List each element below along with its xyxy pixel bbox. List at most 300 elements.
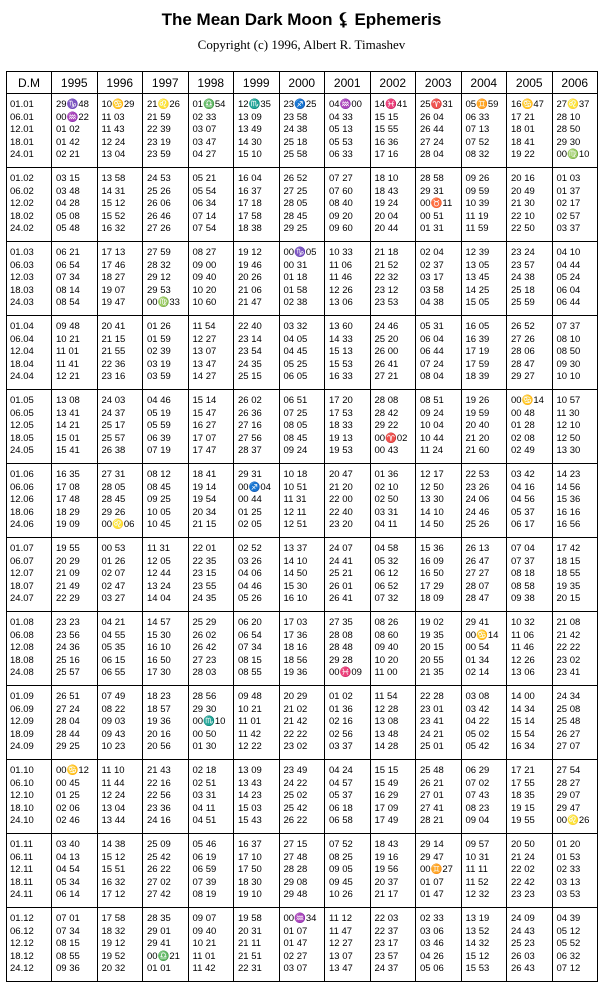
position-value: 14 21 (56, 420, 80, 432)
position-value: 18 33 (329, 420, 353, 432)
position-cell (143, 538, 189, 612)
position-value: 27 21 (374, 371, 399, 383)
position-cell (507, 316, 553, 390)
position-value: 06 14 (56, 889, 80, 901)
position-value: 13 19 (465, 913, 490, 925)
position-value: 00♌26 (556, 815, 590, 827)
position-value: 04 45 (283, 346, 308, 358)
month-row (7, 686, 598, 760)
position-value: 19 56 (374, 864, 399, 876)
position-value: 22 56 (147, 790, 171, 802)
position-value: 25 58 (283, 149, 308, 161)
position-value: 10 21 (238, 703, 262, 715)
position-value: 10 05 (147, 506, 171, 518)
month-row (7, 168, 598, 242)
position-cell (325, 168, 371, 242)
year-header: 1995 (52, 72, 98, 94)
position-value: 15 52 (101, 210, 126, 222)
position-value: 10 32 (511, 617, 535, 629)
position-value: 12 28 (374, 703, 399, 715)
position-value: 14 00 (511, 691, 535, 703)
position-value: 18 39 (465, 371, 490, 383)
position-value: 13 08 (56, 395, 80, 407)
position-value: 00♓09 (329, 667, 362, 679)
position-cell (97, 908, 143, 982)
position-value: 25 01 (420, 741, 444, 753)
position-value: 26 36 (238, 407, 262, 419)
position-value: 28 05 (101, 481, 126, 493)
position-cell (461, 834, 507, 908)
position-value: 21 15 (192, 519, 217, 531)
position-cell (325, 390, 371, 464)
position-value: 16 34 (511, 741, 535, 753)
position-value: 02 39 (147, 346, 171, 358)
year-header: 2004 (461, 72, 507, 94)
position-value: 16 32 (101, 876, 126, 888)
position-value: 00♎21 (147, 950, 180, 962)
position-value: 08 58 (511, 580, 535, 592)
position-value: 25 02 (283, 790, 308, 802)
position-value: 09 38 (511, 593, 535, 605)
position-value: 28 08 (374, 395, 399, 407)
position-value: 17 55 (511, 777, 535, 789)
position-value: 12 10 (556, 420, 581, 432)
position-cell (52, 94, 98, 168)
position-value: 10 57 (556, 395, 581, 407)
position-value: 21 18 (374, 247, 399, 259)
position-value: 01 01 (147, 963, 171, 975)
position-value: 19 02 (420, 617, 444, 629)
position-value: 18 16 (283, 642, 308, 654)
position-cell (234, 612, 280, 686)
position-cell (370, 538, 416, 612)
position-value: 05♊59 (465, 99, 499, 111)
position-value: 28 35 (147, 913, 171, 925)
position-value: 27 24 (420, 136, 444, 148)
position-value: 14 23 (556, 469, 581, 481)
position-value: 18 23 (147, 691, 171, 703)
position-cell (325, 612, 371, 686)
position-value: 26 27 (556, 728, 581, 740)
position-value: 21 20 (465, 432, 490, 444)
position-value: 07 19 (147, 445, 171, 457)
header-row (7, 72, 598, 94)
position-value: 29 47 (556, 802, 581, 814)
month-row (7, 612, 598, 686)
position-value: 14 23 (238, 790, 262, 802)
position-value: 19 59 (465, 407, 490, 419)
position-value: 01 25 (238, 506, 262, 518)
position-value: 13 58 (101, 173, 126, 185)
position-value: 02 38 (283, 297, 308, 309)
position-value: 22 39 (147, 124, 171, 136)
position-cell (461, 538, 507, 612)
position-value: 20 32 (101, 963, 126, 975)
position-value: 21 47 (238, 297, 262, 309)
position-value: 25 16 (56, 654, 80, 666)
position-value: 04 24 (329, 765, 353, 777)
position-value: 02 52 (238, 543, 262, 555)
position-value: 02 33 (556, 864, 581, 876)
position-value: 25 15 (238, 371, 262, 383)
position-value: 16 50 (420, 568, 444, 580)
position-value: 07 34 (56, 272, 80, 284)
position-cell (325, 686, 371, 760)
position-value: 12 39 (465, 247, 490, 259)
position-value: 09 04 (465, 815, 490, 827)
position-value: 25 29 (192, 617, 217, 629)
position-value: 23 12 (374, 284, 399, 296)
position-value: 01 02 (329, 691, 353, 703)
position-value: 06 58 (329, 815, 353, 827)
position-value: 26 38 (101, 445, 126, 457)
date-value: 18.12 (10, 950, 34, 962)
position-value: 06 29 (465, 765, 490, 777)
year-header: 2001 (325, 72, 371, 94)
position-value: 07 39 (192, 876, 217, 888)
position-value: 11 59 (465, 223, 489, 235)
position-value: 19 07 (101, 284, 126, 296)
position-value: 06 04 (420, 333, 444, 345)
position-value: 00♏10 (192, 716, 226, 728)
position-value: 09 40 (374, 642, 399, 654)
position-value: 02 33 (192, 111, 217, 123)
position-value: 26 52 (283, 173, 308, 185)
position-value: 24 38 (511, 272, 535, 284)
position-cell (370, 316, 416, 390)
position-value: 18 29 (56, 506, 80, 518)
position-value: 26 13 (465, 543, 490, 555)
position-value: 00♈02 (374, 432, 408, 444)
position-value: 15 30 (147, 629, 171, 641)
position-value: 02 49 (511, 445, 535, 457)
position-value: 29 31 (238, 469, 262, 481)
position-cell (188, 464, 234, 538)
position-value: 09 30 (556, 358, 581, 370)
position-value: 12 24 (101, 136, 126, 148)
position-value: 10 45 (147, 519, 171, 531)
position-value: 23 20 (329, 519, 353, 531)
position-value: 22 40 (329, 506, 353, 518)
position-value: 07 32 (374, 593, 399, 605)
position-value: 20 40 (465, 420, 490, 432)
position-value: 25 57 (101, 432, 126, 444)
date-value: 01.10 (10, 765, 34, 777)
position-value: 26 43 (511, 963, 535, 975)
position-cell (234, 834, 280, 908)
position-cell (234, 242, 280, 316)
position-value: 10 10 (556, 371, 581, 383)
position-value: 26 00 (374, 346, 399, 358)
position-value: 16 37 (238, 839, 262, 851)
position-cell (552, 390, 598, 464)
position-value: 11 01 (192, 950, 216, 962)
position-value: 10 60 (192, 297, 217, 309)
position-value: 01 26 (101, 555, 126, 567)
position-value: 13 07 (192, 346, 217, 358)
position-value: 27 15 (283, 839, 308, 851)
position-value: 29 47 (420, 851, 444, 863)
position-value: 11 44 (101, 777, 125, 789)
position-cell (370, 612, 416, 686)
date-value: 06.04 (10, 333, 34, 345)
position-value: 02 21 (56, 149, 80, 161)
position-value: 17 21 (511, 111, 535, 123)
position-value: 09 00 (192, 259, 217, 271)
position-value: 23 57 (374, 950, 399, 962)
date-value: 12.07 (10, 568, 34, 580)
month-row (7, 94, 598, 168)
position-cell (52, 390, 98, 464)
position-value: 29 01 (147, 925, 171, 937)
date-value: 18.01 (10, 136, 34, 148)
position-value: 03 37 (556, 223, 581, 235)
position-cell (416, 242, 462, 316)
position-value: 29 41 (147, 938, 171, 950)
date-value: 24.12 (10, 963, 34, 975)
date-value: 12.09 (10, 716, 34, 728)
position-value: 22 29 (56, 593, 80, 605)
position-cell (52, 686, 98, 760)
date-value: 12.10 (10, 790, 34, 802)
position-value: 19 46 (238, 259, 262, 271)
position-value: 04 54 (56, 864, 80, 876)
position-value: 07 14 (192, 210, 217, 222)
position-value: 25 59 (511, 297, 535, 309)
year-header: 2002 (370, 72, 416, 94)
date-value: 01.01 (10, 99, 34, 111)
position-value: 22 16 (147, 777, 171, 789)
date-value: 12.12 (10, 938, 34, 950)
position-value: 06 04 (556, 284, 581, 296)
position-value: 14 10 (420, 506, 444, 518)
position-cell (143, 464, 189, 538)
position-value: 07 60 (329, 185, 353, 197)
position-cell (97, 538, 143, 612)
position-value: 25 57 (56, 667, 80, 679)
position-value: 28 07 (465, 580, 490, 592)
position-value: 07 49 (101, 691, 126, 703)
position-cell (325, 242, 371, 316)
position-value: 17 19 (465, 346, 490, 358)
position-value: 06 44 (420, 346, 444, 358)
position-value: 01 53 (556, 851, 581, 863)
position-value: 28 03 (192, 667, 217, 679)
position-value: 04 55 (101, 629, 126, 641)
date-value: 06.12 (10, 925, 34, 937)
position-cell (416, 908, 462, 982)
position-value: 25 08 (556, 703, 581, 715)
position-value: 09 05 (329, 864, 353, 876)
position-value: 08 50 (556, 346, 581, 358)
position-value: 26 41 (374, 358, 399, 370)
position-value: 29 30 (556, 136, 581, 148)
position-value: 20 56 (147, 741, 171, 753)
position-value: 15 14 (192, 395, 217, 407)
position-value: 11 46 (511, 642, 535, 654)
position-value: 02 17 (556, 198, 581, 210)
date-value: 12.04 (10, 346, 34, 358)
position-cell (416, 390, 462, 464)
position-value: 25 26 (465, 519, 490, 531)
position-value: 00 51 (420, 210, 444, 222)
position-value: 13 07 (329, 950, 353, 962)
position-value: 15 53 (465, 963, 490, 975)
position-value: 18 32 (101, 925, 126, 937)
position-value: 08 27 (192, 247, 217, 259)
position-value: 22 01 (192, 543, 217, 555)
position-cell (370, 834, 416, 908)
position-cell (52, 242, 98, 316)
position-value: 28 42 (374, 407, 399, 419)
position-value: 04 56 (511, 494, 535, 506)
position-cell (461, 94, 507, 168)
position-cell (234, 908, 280, 982)
position-value: 08 23 (465, 802, 490, 814)
position-value: 07 13 (465, 124, 490, 136)
position-value: 11 52 (465, 876, 489, 888)
position-value: 07 02 (465, 777, 490, 789)
position-value: 26 52 (511, 321, 535, 333)
position-cell (97, 242, 143, 316)
position-value: 29 41 (465, 617, 490, 629)
position-value: 18 43 (374, 185, 399, 197)
position-value: 04 28 (56, 198, 80, 210)
position-value: 01 34 (465, 654, 490, 666)
position-value: 09 40 (192, 272, 217, 284)
position-value: 21 09 (56, 568, 80, 580)
position-value: 08 05 (283, 420, 308, 432)
position-value: 02 50 (374, 494, 399, 506)
position-value: 23 16 (101, 371, 126, 383)
position-value: 12 05 (147, 555, 171, 567)
position-value: 13 48 (374, 728, 399, 740)
position-value: 27 41 (420, 802, 444, 814)
position-value: 00♍10 (556, 149, 590, 161)
date-value: 24.03 (10, 297, 34, 309)
date-value: 06.09 (10, 703, 34, 715)
position-cell (97, 760, 143, 834)
position-value: 18 30 (238, 876, 262, 888)
position-value: 03 31 (374, 506, 399, 518)
position-value: 24 22 (283, 777, 308, 789)
position-cell (188, 316, 234, 390)
position-value: 02 10 (374, 481, 399, 493)
position-cell (188, 168, 234, 242)
position-cell (234, 390, 280, 464)
position-value: 27 48 (283, 851, 308, 863)
position-value: 02 18 (192, 765, 217, 777)
position-cell (97, 464, 143, 538)
position-cell (143, 908, 189, 982)
position-value: 25 18 (511, 284, 535, 296)
date-value: 24.01 (10, 149, 34, 161)
position-value: 13 49 (238, 124, 262, 136)
position-cell (416, 168, 462, 242)
position-value: 18 43 (374, 839, 399, 851)
position-value: 05 21 (192, 173, 217, 185)
position-value: 00♊27 (420, 864, 453, 876)
position-value: 24 35 (238, 358, 262, 370)
position-value: 25 18 (283, 136, 308, 148)
position-cell (143, 390, 189, 464)
position-cell (52, 538, 98, 612)
position-cell (279, 834, 325, 908)
position-value: 03 26 (238, 555, 262, 567)
position-cell (188, 94, 234, 168)
position-value: 07 25 (283, 407, 308, 419)
position-value: 21 11 (238, 938, 262, 950)
date-cell (7, 834, 52, 908)
position-value: 19 55 (511, 815, 535, 827)
position-value: 26 46 (147, 210, 171, 222)
position-cell (370, 908, 416, 982)
position-value: 15 51 (101, 864, 126, 876)
position-value: 02 05 (238, 519, 262, 531)
position-value: 01 20 (556, 839, 581, 851)
position-cell (507, 242, 553, 316)
position-value: 07 27 (329, 173, 353, 185)
position-value: 15 14 (511, 716, 535, 728)
position-value: 01 02 (56, 124, 80, 136)
position-value: 03 58 (420, 284, 444, 296)
position-cell (461, 168, 507, 242)
position-value: 06 21 (56, 247, 80, 259)
position-value: 12 27 (329, 938, 353, 950)
position-value: 10 31 (465, 851, 490, 863)
position-cell (143, 94, 189, 168)
position-value: 08 04 (420, 371, 444, 383)
date-cell (7, 612, 52, 686)
position-value: 13 30 (420, 494, 444, 506)
position-value: 25 42 (147, 851, 171, 863)
position-value: 27 16 (238, 420, 262, 432)
position-value: 02 33 (420, 913, 444, 925)
date-value: 12.06 (10, 494, 34, 506)
position-value: 19 54 (192, 494, 217, 506)
position-value: 13 09 (238, 111, 262, 123)
position-value: 28 04 (420, 149, 444, 161)
position-cell (234, 760, 280, 834)
position-value: 13 37 (283, 543, 308, 555)
position-value: 25 23 (511, 938, 535, 950)
position-cell (234, 316, 280, 390)
position-value: 00 31 (283, 259, 308, 271)
position-cell (507, 834, 553, 908)
position-value: 06 54 (238, 629, 262, 641)
position-value: 04 33 (329, 111, 353, 123)
position-value: 17 58 (101, 913, 126, 925)
position-value: 19 58 (238, 913, 262, 925)
position-cell (325, 538, 371, 612)
position-value: 29 07 (556, 790, 581, 802)
position-value: 08 22 (101, 703, 126, 715)
month-row (7, 316, 598, 390)
position-value: 09 59 (465, 185, 490, 197)
position-cell (143, 612, 189, 686)
position-value: 15 36 (556, 494, 581, 506)
position-value: 01 07 (420, 876, 444, 888)
position-value: 27 25 (283, 185, 308, 197)
position-value: 12 32 (465, 889, 490, 901)
position-cell (188, 242, 234, 316)
position-cell (552, 464, 598, 538)
position-value: 23 53 (374, 297, 399, 309)
position-value: 03 13 (556, 876, 581, 888)
position-value: 29 25 (56, 741, 80, 753)
position-value: 18 55 (556, 568, 581, 580)
position-value: 06 44 (556, 297, 581, 309)
